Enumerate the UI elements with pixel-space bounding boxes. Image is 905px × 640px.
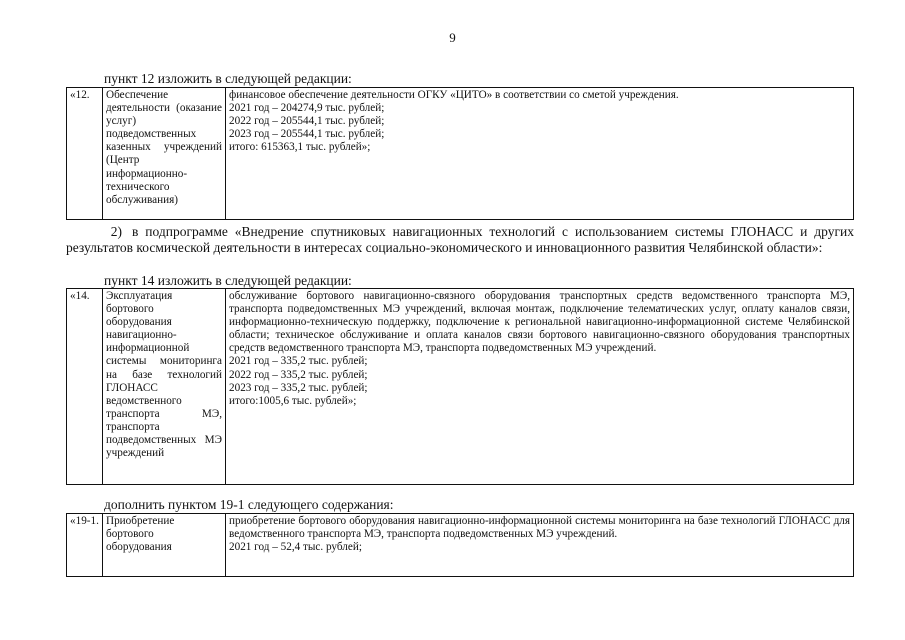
amount-2021: 2021 год – 204274,9 тыс. рублей; bbox=[229, 102, 385, 115]
paragraph-2 bbox=[66, 224, 854, 255]
table-item-14 bbox=[66, 288, 854, 485]
item-number: «19-1. bbox=[67, 514, 103, 577]
table-item-12 bbox=[66, 87, 854, 220]
table-row bbox=[67, 88, 854, 220]
section-heading-12: пункт 12 изложить в следующей редакции: bbox=[104, 71, 352, 86]
item-description bbox=[226, 289, 854, 485]
table-row bbox=[67, 514, 854, 577]
page-number: 9 bbox=[449, 30, 456, 45]
amount-2021: 2021 год – 52,4 тыс. рублей; bbox=[229, 541, 362, 554]
item-name: Приобретение бортового оборудования bbox=[103, 514, 226, 577]
amount-total: итого: 615363,1 тыс. рублей»; bbox=[229, 141, 371, 154]
item-name: Обеспечение деятельности (оказание услуг) подведомственных казенных учреждений (Центр информационно-технического обслуживания) bbox=[103, 88, 226, 220]
amount-2022: 2022 год – 205544,1 тыс. рублей; bbox=[229, 115, 385, 128]
amount-2021: 2021 год – 335,2 тыс. рублей; bbox=[229, 355, 368, 368]
description-text: приобретение бортового оборудования навигационно-информационной системы мониторинга на базе технологий ГЛОНАСС для ведомственного транспорта МЭ, транспорта подведомственных МЭ учреждений. bbox=[229, 515, 850, 541]
item-number: «14. bbox=[67, 289, 103, 485]
amount-total: итого:1005,6 тыс. рублей»; bbox=[229, 394, 357, 407]
item-number: «12. bbox=[67, 88, 103, 220]
item-description bbox=[226, 88, 854, 220]
section-heading-19-1: дополнить пунктом 19-1 следующего содержания: bbox=[104, 497, 394, 512]
amount-2023: 2023 год – 335,2 тыс. рублей; bbox=[229, 381, 368, 394]
paragraph-text: в подпрограмме «Внедрение спутниковых навигационных технологий с использованием системы ГЛОНАСС и других результатов космической деятельности в интересах социально-экономического и инновационного развития Челябинской области»: bbox=[66, 224, 854, 255]
section-heading-14: пункт 14 изложить в следующей редакции: bbox=[104, 273, 352, 288]
amount-2022: 2022 год – 335,2 тыс. рублей; bbox=[229, 368, 368, 381]
amount-2023: 2023 год – 205544,1 тыс. рублей; bbox=[229, 128, 385, 141]
table-item-19-1 bbox=[66, 513, 854, 577]
description-text: обслуживание бортового навигационно-связного оборудования транспортных средств ведомственного транспорта МЭ, транспорта подведомственных МЭ учреждений, включая монтаж, подключение телематических услуг, оплату каналов связи, информационно-техническую поддержку, подключение к региональной навигационно-информационной системе Челябинской области; техническое обслуживание и оплата каналов связи бортового навигационно-связного оборудования транспортных средств ведомственного транспорта МЭ, транспорта подведомственных МЭ учреждений. bbox=[229, 290, 850, 355]
item-description bbox=[226, 514, 854, 577]
description-line: финансовое обеспечение деятельности ОГКУ «ЦИТО» в соответствии со сметой учреждения. bbox=[229, 89, 679, 101]
item-name: Эксплуатация бортового оборудования навигационно-информационной системы мониторинга на базе технологий ГЛОНАСС ведомственного транспорта МЭ, транспорта подведомственных МЭ учреждений bbox=[103, 289, 226, 485]
table-row bbox=[67, 289, 854, 485]
paragraph-number: 2) bbox=[110, 224, 122, 239]
